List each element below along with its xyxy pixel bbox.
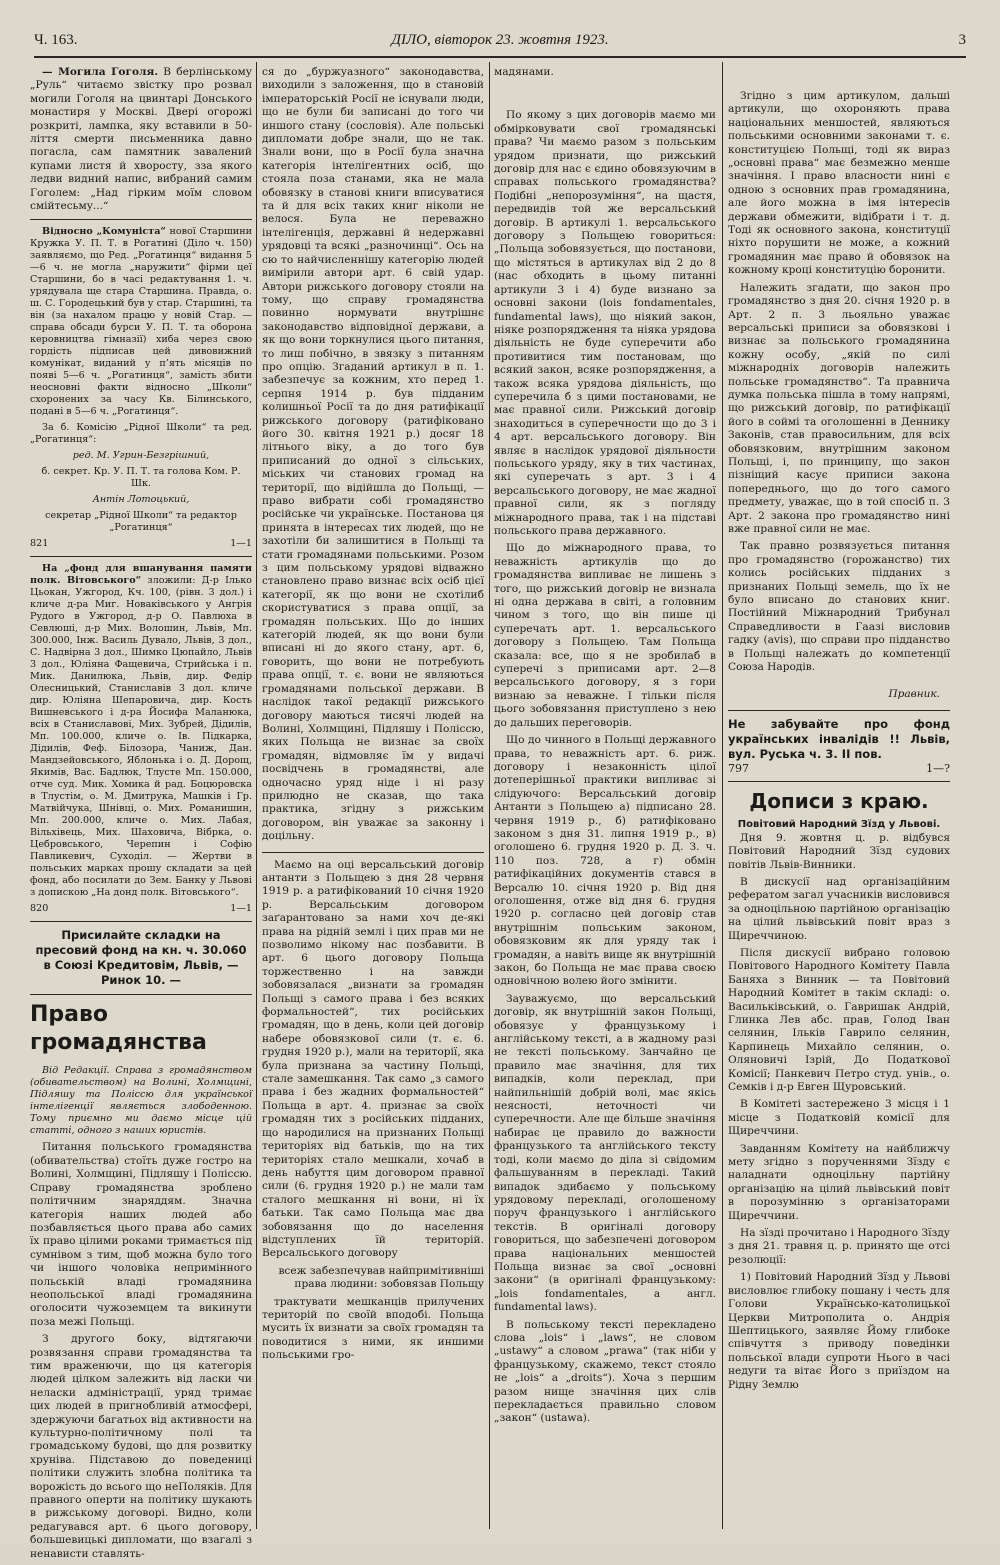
pravo-col4-top: Згідно з цим артикулом, дальші артикули, що охороняють права національних меншостей, являються польськими основними законами т. є. конституцією Польщі, тоді як вираз „основні права“ має безмежно менше значіння. І право власности нині є одною з основних прав громадянина, але його можна в імя інтересів держави обмежити, відібрати і т. д. Тоді як основного закона, конституції ніхто порушити не може, а кожний громадянин має право й обовязок на кожному кроці конституцію боронити.: [728, 90, 950, 277]
dopysy-paragraph-3: Після дискусії вибрано головою Повітового Народного Комітету Павла Баняха з Винник — та Повітовий Народний Комітет в такім складі: о. Васильківський, о. Гавришак Андрій, Глинка Лев абс. прав, Голод Іван селянин, Ільків Гаврило селянин, Карпинець Михайло селянин, о. Оляновичі Ізрій, До Податкової Комісії; Панкевич Петро студ. унів., о. Семків і д-р Евген Щуровський.: [728, 946, 950, 1093]
column-divider: [256, 62, 257, 1529]
komunist-title: Відносно „Комуніста“: [42, 226, 166, 238]
pravo-col3-q2: Що до міжнародного права, то неважність артикулів що до громадянства випливає не лишень з того, що рижський договір не визнала ні одна держава в світі, а головним чином з того, що він пише ці суперечать арт. 1. версальського договору з Польщею. Там Польща сказала: все, що я не зробилаб в суперечі з приписами арт. 2—8 версальського договору, я з гори визнаю за неважне. І тільки після цього зобовязання приступлено з нею до дальших переговорів.: [494, 542, 716, 729]
dopysy-headline: Дописи з краю.: [749, 789, 929, 814]
fund-number: 820: [30, 903, 49, 915]
komunist-signature-2-role: секретар „Рідної Школи“ та редактор „Рогатинця“: [45, 510, 237, 534]
fund-notice: [30, 563, 252, 915]
pravo-col2-quote: всеж забезпечував найпримітивніші права людини: зобовязав Польщу: [278, 1264, 484, 1291]
komunist-code: 1—1: [230, 538, 252, 550]
column-4: [728, 66, 950, 1396]
pravo-col3-q4: Зауважуємо, що версальський договір, як внутрішній закон Польщі, обовязує у французькому і англійському тексті, а в жадному разі не тексті польському. Занчайно це правило має значіння, для тих випадків, коли переклад, при найпильнішій добрій волі, має якісь неясності, неточності чи суперечности. Але ще більше значіння набирає це правило до важности французького та англійського тексту тоді, коли маємо до діла зі свідомим фальшуванням в перекладі. Такий випадок здибаємо у польському урядовому перекладі, оголошеному поруч французького і англійського текстів. В оригіналі договору говориться, що забезпечені договором права національних меншостей Польща визнає за свої „основні закони“ (в оригіналі французькому: „lois fondamentales, а англ. fundamental laws).: [494, 992, 716, 1314]
column-3: [494, 66, 716, 1430]
dopysy-paragraph-4: В Комітеті застережено 3 місця і 1 місце з Податковій комісії для Щиреччини.: [728, 1098, 950, 1138]
masthead: [34, 30, 966, 58]
fund-code: 1—1: [230, 903, 252, 915]
editorial-note: Від Редакції. Справа з громадянством (обивательством) на Волині, Холмщині, Підляшу та Поліссю для української інтелігенції являється злободенною. Тому приємно ми даємо місце цій статті, одного з наших юристів.: [30, 1065, 252, 1137]
press-fund-notice: Присилайте складки на пресовий фонд на кн. ч. 30.060 в Союзі Кредитовім, Львів, — Ринок 10. —: [35, 928, 247, 988]
fund-text: зложили: Д-р Ілько Цьокан, Ужгород, Кч. 100, (рівн. 3 дол.) і кличе д-ра Миг. Новаківського у Ангрія Рудого в Ужгород, д-р О. Павлюха в Севлюші, д-р Мих. Волошин, Львів, Мп. 300.000, Інж. Василь Дувало, Львів, 3 дол., С. Надвірна 3 дол., Шимко Цюпайло, Львів 3 дол., Юліяна Фащевича, Стрийська і п. Мик. Данилюка, Львів, дир. Федір Олесницький, Станиславів 3 дол. кличе дир. Юліяна Шепаровича, дир. Кость Вишневського і д-ра Йосифа Маланюка, всіх в Станиславові, Мих. Зубрей, Дідилів, Мп. 100.000, кличе о. Ів. Підкарка, Дідилів, Феф. Білозора, Чаниж, Дан. Мандзейовського, Яблонька і о. Д. Дорощ, Якимів, Вас. Бадлюк, Тлусте Мп. 150.000, отче суд. Мик. Хомика й рад. Боцюровска в Тлустім, о. М. Дмитрука, Машків і Гр. Матвійчука, Шнівці, о. Мих. Романишин, Мп. 200.000, кличе о. Мих. Лабая, Вільхівець, Мих. Шаховича, Вібрка, о. Цебровського, Черепин і Софію Павликевич, Суходіл. — Жертви в польських марках прошу складати за цей фонд, або посилати до Зем. Банку у Львові з допискою „На донд полк. Вітовського“.: [30, 575, 252, 899]
pravo-paragraph-2: З другого боку, відтягаючи розвязання справи громадянства та тим враженючи, що ця категорія людей цілком залежить від ласки чи неласки адміністрації, уряд тримає цих людей в пригнобливій атмосфері, здержуючи багатьох від активности на культурно-політичному полі та громадському будові, що для розвитку хруніва. Підставою до поведениці політики служить злобна політика та ворожість до всього що неПоляків. Для правного оперти на політику шукають в рижському договорі. Видно, коли редагувався арт. 6 цього договору, большевицькі дипломати, що взагалі з ненависти ставлять-: [30, 1333, 252, 1560]
invalid-code: 1—?: [926, 761, 950, 775]
newspaper-title-date: ДІЛО, вівторок 23. жовтня 1923.: [391, 32, 609, 48]
dopysy-paragraph-7: 1) Повітовий Народний Зїзд у Львові висловлює глибоку пошану і честь для Голови Українсько-католицької Церкви Митрополита о. Андрія Шептицького, заявляє Йому глибоке співчуття з приводу поведінки польської влади супроти Нього в часі недуги та вітає Його з приїздом на Рідну Землю: [728, 1271, 950, 1391]
column-1: [30, 66, 252, 1565]
article-signature: Правник.: [888, 688, 940, 701]
pravo-col3-q1: По якому з цих договорів маємо ми обмірковувати свої громадянські права? Чи маємо разом з польським урядом признати, що рижський договір для нас є єдино обовязуючим в справах польського громадянства? Подібні „непорозуміння“, на щастя, передвидів той же версальський договір. В артикулі 1. версальського договору з Польщею говориться: „Польща зобовязується, що постанови, що містяться в артикулах від 2 до 8 (нас обходить в цьому питанні артикули 3 і 4) буде визнано за основні закони (lois fondamentales, fundamental laws), що ніякий закон, ніяке розпорядження та ніяка урядова діяльність не буде суперечити або противитися тим постановам, що всякий закон, всяке розпорядження, а також всяка урядова діяльність, що суперечила б з цими постановами, не має правної сили. Рижський договір знаходиться в суперечности що до 3 і 4 арт. версальського договору. Він являє в наслідок урядової діяльности польського уряду, яку в тих частинах, які суперечать з арт. 3 і 4 версальського договору, не має жадної правної сили, як з погляду міжнародного права, так і на підставі польського права державного.: [494, 109, 716, 537]
column-divider: [489, 62, 490, 1529]
komunist-signature-1-role: б. секрет. Кр. У. П. Т. та голова Ком. Р. Шк.: [41, 466, 241, 490]
article-headline-pravo: Право громадянства: [30, 1002, 207, 1056]
invalid-number: 797: [728, 761, 749, 775]
issue-number: Ч. 163.: [34, 32, 78, 48]
pravo-col3-q5: В польському тексті перекладено слова „lois“ і „laws“, не словом „ustawy“ а словом „prawa“ (так ніби у французькому, скажемо, текст стояло не „lois“ а „droits“). Хоча з першим разом нище значіння цих слів перекладається правильно словом „закон“ (ustawa).: [494, 1318, 716, 1425]
komunist-signature-2: Антін Лотоцький,: [92, 494, 190, 506]
gogol-article-title: — Могила Гоголя.: [42, 66, 159, 78]
pravo-col2-top: ся до „буржуазного“ законодавства, виходили з заложення, що в становій імператорській Росії не існували люди, що не були би записані до того чи иншого стану (сословія). Але польські дипломати добре знали, що не так. Знали вони, що в Росії була значна категорія інтелігентних осіб, що стояла поза станами, яка не мала обовязку в станові книги вписуватися та й для всіх таких книг ніколи не велося. Була не переважно інтелігенція, державні й недержавні урядовці та всякі „разночинці“. Ось на сю то найчисленнішу категорію людей вимірили автори арт. 6 свій удар. Автори рижського договору стояли на тому, що справу громадянства повинно нормувати внутрішнє законодавство відповідної держави, а як що вони торкнулися цього питання, то лиш побічно, в звязку з питанням про опцію. Згаданий артикул в п. 1. забезпечує за кожним, хто перед 1. серпня 1914 р. був підданим колишньої Росії та до дня ратифікації рижського договору (ратифіковано його 30. квітня 1921 р.) досяг 18 літнього віку, а до того був приписаний до одної з сільських, міських чи станових громад на території, що відійшла до Польщі, — право вибрати собі громадянство російське чи українське. Постанова ця принята в інтересах тих людей, що не захотіли би залишитися в Польщі та стати громадянами польськими. Розом з цим польському урядові відважно становлено право визнає всіх осіб цієї категорії, як що вони не схотілиб скористуватися з права опції, за громадян польських. Що до інших категорій людей, як що вони були вписані ні до якого стану, арт. 6, говорить, що вони не потребують права опції, т. є. вони не являються громадянами польської держави. В наслідок такої редакції рижського договору маються тисячі людей на Волині, Холмщині, Підляшу і Поліссю, яких Польща не визнає за своїх громадян, відмовляє їм у видачі посвідчень в громадянстві, але одночасно уряд ніде і ні разу прилюдно не сказав, що така практика, згідну з рижським договором, він уважає за законну і доцільну.: [262, 66, 484, 843]
fund-title: На „фонд для вшанування памяти полк. Вітовського“: [30, 563, 252, 587]
gogol-article: [30, 66, 252, 213]
pravo-paragraph-1: Питання польського громадянства (обивательства) стоїть дуже гостро на Волині, Холмщині, Підляшу і Поліссю. Справу громадянства зроблено політичним знаряддям. Значна категорія наших людей або позбавляється цього права або самих їх право цілими роками тримається під сумнівом з тим, щоб можна було того чи іншого чоловіка непримінного польській владі громадянина неопольської владі громадянина оголосити чужоземцем та викинути поза межі Польщі.: [30, 1141, 252, 1328]
column-divider: [722, 62, 723, 1529]
pravo-col4-p3: Так правно розвязується питання про громадянство (горожанство) тих колись російських підданих з признаних Польщі земель, що їх не було вписано до станових книг. Постійний Міжнародний Трибунал Справедливости в Гаазі висловив гадку (avis), що справи про підданство в Польщі належать до компетенції Союза Народів.: [728, 540, 950, 674]
pravo-col4-p2: Належить згадати, що закон про громадянство з дня 20. січня 1920 р. в Арт. 2 п. 3 льояльно уважає версальські приписи за обовязкові і визнає за польського громадянина кожну особу, „якій по силі міжнародніх договорів належить польське громадянство“. Та правнича думка польська пішла в тому напрямі, що рижський договір, по ратифікації його в соймі та оголошенні в Деннику Законів, став правосильним, для всіх обовязковим, внутрішним законом Польщі, і, по принципу, що закон пізніщий касує приписи закона попереднього, що до того самого предмету, уважає, що в той спосіб п. 3 Арт. 2 закона про громадянство нині вже правної сили не має.: [728, 281, 950, 535]
gogol-article-text: В берлінському „Руль“ читаємо звістку про розвал могили Гоголя на цвинтарі Донського монастиря у Москві. Двері огорожі розкриті, лампка, яку вставили в 50-ліття смерти письменника давно погасла, сам памятник завалений купами листя й хворосту, зза якого ледви видний напис, вибраний самим Гоголем: „Над гірким моїм словом смійтесьму...“: [30, 66, 252, 213]
page-number: 3: [958, 32, 966, 48]
komunist-for: За б. Комісію „Рідної Школи“ та ред. „Рогатинця“:: [30, 422, 252, 446]
komunist-notice: [30, 226, 252, 550]
pravo-col3-top: мадянами.: [494, 66, 554, 78]
komunist-text: нової Старшини Кружка У. П. Т. в Рогатині (Діло ч. 150) заявляємо, що Ред. „Рогатинця“ видання 5—6 ч. не могла „наружити“ фірми цеї Старшини, бо в часі редактування 1. ч. урядувала ще стара Старшина. Правда, о. ш. С. Городецький був у стар. Старшині, та він (за нахалом працю у новій Стар. — справа обсади бурси У. П. Т. та оборона керовництва гімназії) хиба через свою гордість підписав цей дивовижний комунікат, виданий у п’ять місяців по появі 5—6 ч. „Рогатинця“, замість збити неосновні факти відносно „Школи“ схоронених за часу Кв. Білинського, подані в 5—6 ч. „Рогатинця“.: [30, 226, 252, 418]
dopysy-paragraph-6: На зїзді прочитано і Народного Зїзду з дня 21. травня ц. р. принято ще отсі резолюції:: [728, 1227, 950, 1266]
invalid-fund-notice: Не забувайте про фонд українських інвалідів !! Львів, вул. Руська ч. 3. II пов.: [728, 716, 950, 761]
dopysy-paragraph-5: Завданням Комітету на найближчу мету згідно з порученнями Зїзду є наладнати одноцільну партійну організацію на цілий львівський повіт в порозумінню з організаторами Щиреччини.: [728, 1142, 950, 1222]
column-2: [262, 66, 484, 1367]
komunist-number: 821: [30, 538, 49, 550]
pravo-col2-bottom: Маємо на оці версальський договір антанти з Польщею з дня 28 червня 1919 р. а ратифікований 10 січня 1920 р. Версальським договором заґарантовано за нами хоч де-які права на рідній землі і цих прав ми не позволимо нікому нас позбавити. В арт. 6 цього договору Польща торжественно і на завжди зобовязалася „визнати за громадян Польщі з самого права і без всяких формальностей“, тих російських громадян, що в день, коли цей договір набере обовязкової сили (т. є. 6. грудня 1920 р.), мали на території, яка була признана за частину Польщі, стале замешкання. Так само „з самого права і без жадних формальностей“ Польща в арт. 4. признає за своїх громадян тих з російських підданих, що народилися на признаних Польщі територіях від батьків, що на тих територіях стало мешкали, хочаб в день набуття цим договором правної сили (6. грудня 1920 р.) не мали там сталого мешкання ні вони, ні їх батьки. Так само Польща має два зобовязання що до населення відступлених їй територій. Версальського договору: [262, 858, 484, 1260]
dopysy-paragraph-1: Дня 9. жовтня ц. р. відбувся Повітовий Народний Зїзд судових повітів Львів-Винники.: [728, 831, 950, 871]
pravo-col2-tail: трактувати мешканців прилучених територій по своїй вподобі. Польща мусить їх визнати за своїх громадян та поводитися з ними, як иншими польськими гро-: [262, 1295, 484, 1362]
dopysy-paragraph-2: В дискусії над організаційним рефератом загал учасників висловився за одноцільною партійною організацію на цілий львівський повіт враз з Щиреччиною.: [728, 875, 950, 942]
komunist-signature-1: ред. М. Угрин-Безгрішний,: [72, 450, 210, 462]
pravo-col3-q3: Що до чинного в Польщі державного права, то неважність арт. 6. риж. договору і незаконність цілої дотеперішньої практики випливає зі слідуючого: Версальський договір Антанти з Польщею а) підписано 28. червня 1919 р., б) ратифіковано законом з дня 31. липня 1919 р., в) оголошено 6. грудня 1920 р. Д. З. ч. 110 поз. 728, а г) обмін ратифікаційних документів стався в Версалю 10. січня 1920 р. Від дня оголошення, отже від дня 6. грудня 1920 р. согласно цей договір став внутрішнім польським законом, обовязковим як для уряду так і громадян, а навіть вище як внутрішній закон, бо Польща не має права своєю одновічною волею його змінити.: [494, 734, 716, 988]
dopysy-subheadline: Повітовий Народний Зїзд у Львові.: [737, 819, 941, 831]
